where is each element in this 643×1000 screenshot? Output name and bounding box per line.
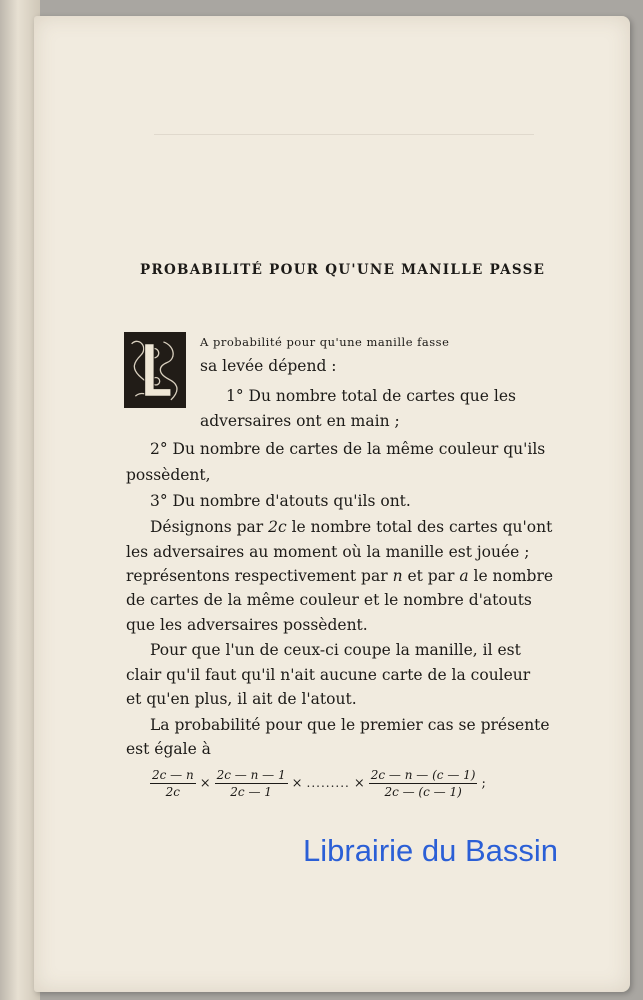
times-sign: × xyxy=(291,775,303,791)
text-line: que les adversaires possèdent. xyxy=(126,616,368,634)
text-line: 2° Du nombre de cartes de la même couleur qu'ils xyxy=(150,440,546,458)
chapter-heading: PROBABILITÉ POUR QU'UNE MANILLE PASSE xyxy=(140,262,546,278)
fraction: $\frac{2c — n}{2c}$ xyxy=(152,767,194,799)
text-line: est égale à xyxy=(126,740,211,758)
times-sign: × xyxy=(353,775,365,791)
fraction: $\frac{2c — n — 1}{2c — 1}$ xyxy=(216,767,286,799)
text-line: représentons respectivement par n et par a le nombre xyxy=(126,567,554,585)
ellipsis-dots: ......... xyxy=(306,776,350,790)
text-line: possèdent, xyxy=(126,466,211,484)
text-line: 1° Du nombre total de cartes que les xyxy=(226,387,516,405)
fraction: $\frac{2c — n — (c — 1)}{2c — (c — 1)}$ xyxy=(370,767,476,799)
ornament-initial-icon xyxy=(126,334,184,406)
probability-formula xyxy=(150,763,486,803)
text-line: et qu'en plus, il ait de l'atout. xyxy=(126,690,357,708)
text-line: 3° Du nombre d'atouts qu'ils ont. xyxy=(150,492,411,510)
text-line: La probabilité pour que le premier cas se présente xyxy=(150,716,550,734)
formula-end: ; xyxy=(481,775,486,791)
text-line: A probabilité pour qu'une manille fasse xyxy=(200,335,450,349)
text-line: Pour que l'un de ceux-ci coupe la manille, il est xyxy=(150,641,521,659)
text-line: Désignons par 2c le nombre total des cartes qu'ont xyxy=(150,518,553,536)
text-line: sa levée dépend : xyxy=(200,357,337,375)
text-line: adversaires ont en main ; xyxy=(200,412,400,430)
text-line: les adversaires au moment où la manille est jouée ; xyxy=(126,543,530,561)
text-line: de cartes de la même couleur et le nombre d'atouts xyxy=(126,591,532,609)
show-through-header xyxy=(154,134,534,149)
watermark-text: Librairie du Bassin xyxy=(303,833,559,868)
times-sign: × xyxy=(199,775,211,791)
decorative-initial-l xyxy=(124,332,186,408)
text-line: clair qu'il faut qu'il n'ait aucune carte de la couleur xyxy=(126,666,531,684)
